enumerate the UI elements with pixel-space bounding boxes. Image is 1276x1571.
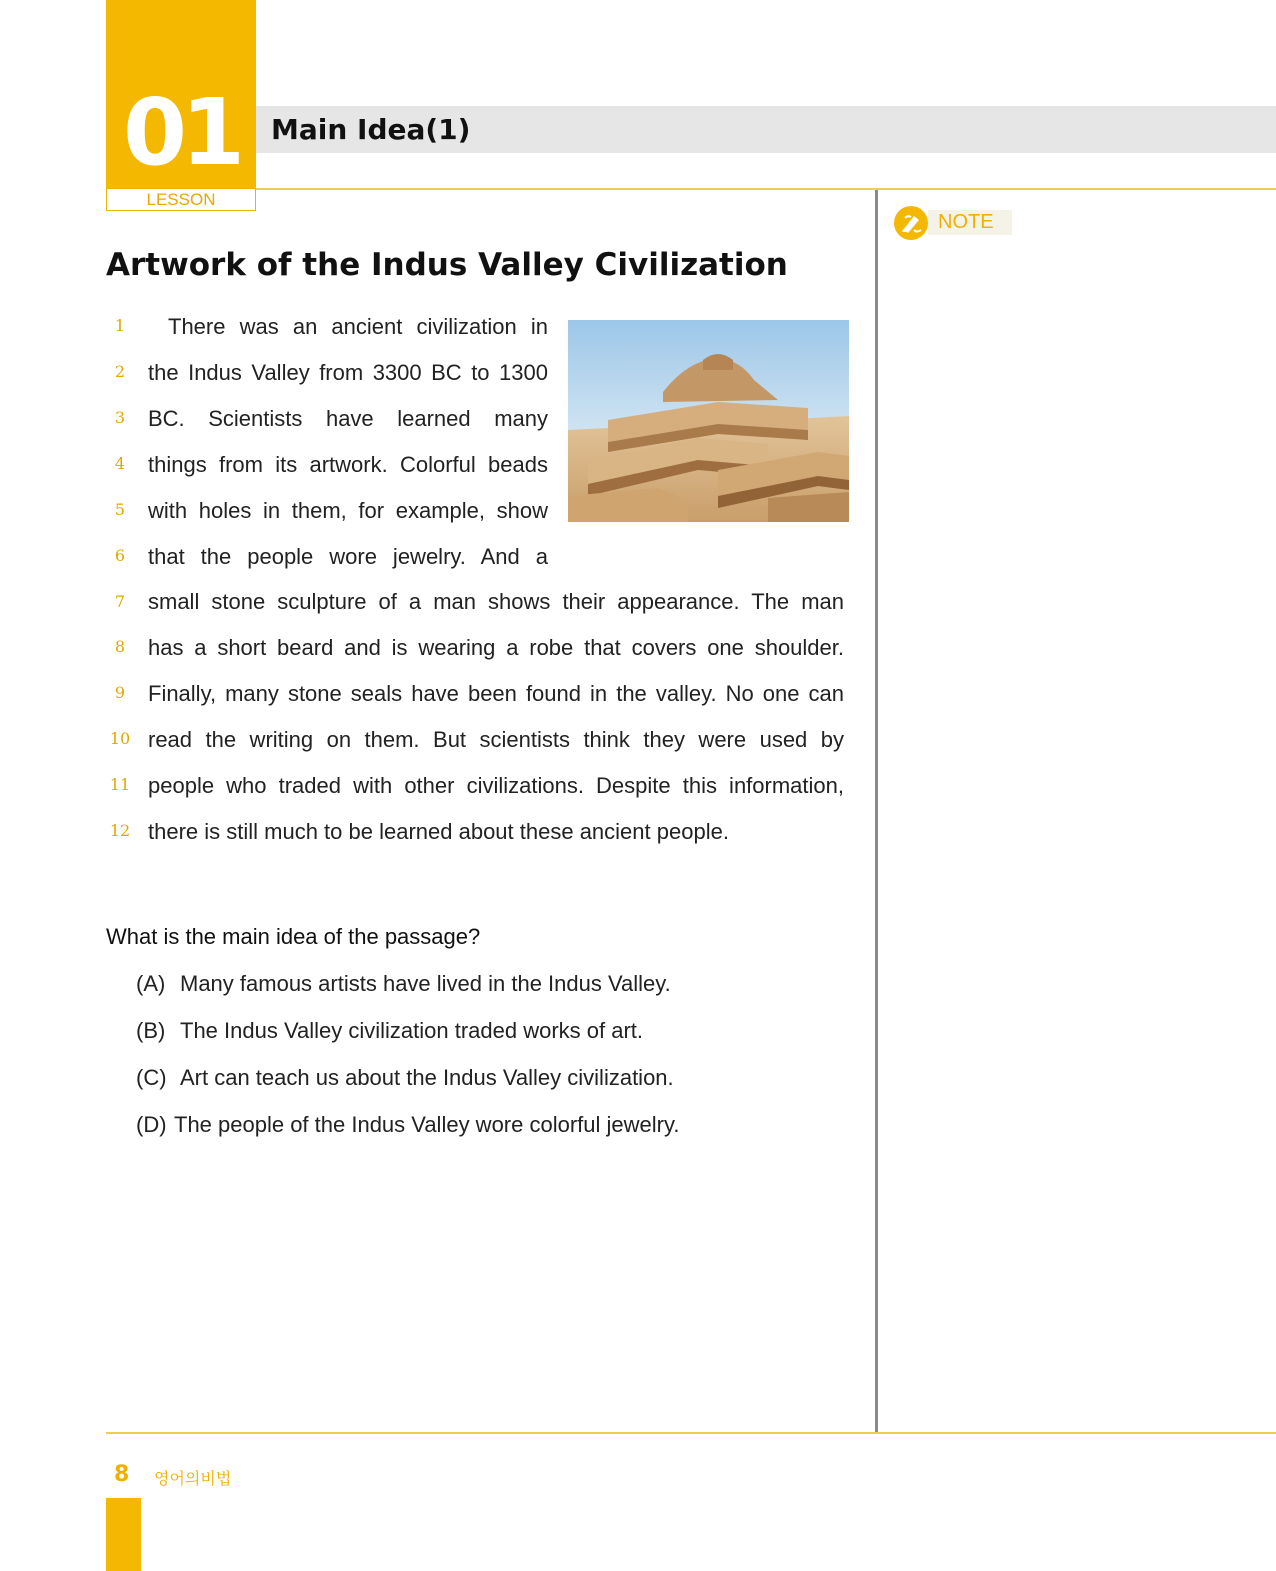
header-divider bbox=[256, 188, 1276, 190]
option-letter: (B) bbox=[136, 1018, 166, 1043]
page-number: 8 bbox=[114, 1462, 130, 1487]
passage-line: has a short beard and is wearing a robe that covers one shoulder. bbox=[148, 635, 844, 660]
footer-divider bbox=[106, 1432, 1276, 1434]
line-number: 10 bbox=[109, 729, 131, 748]
line-number: 12 bbox=[109, 821, 131, 840]
option-text: Art can teach us about the Indus Valley civilization. bbox=[180, 1065, 674, 1090]
passage-line: things from its artwork. Colorful beads bbox=[148, 452, 548, 477]
option-text: The people of the Indus Valley wore colorful jewelry. bbox=[174, 1112, 680, 1137]
passage-line: that the people wore jewelry. And a bbox=[148, 544, 548, 569]
line-number: 9 bbox=[114, 683, 126, 702]
line-number: 4 bbox=[114, 454, 126, 473]
line-number: 11 bbox=[109, 775, 131, 794]
line-number: 1 bbox=[114, 316, 126, 335]
option-text: Many famous artists have lived in the Indus Valley. bbox=[180, 971, 671, 996]
passage-line: small stone sculpture of a man shows their appearance. The man bbox=[148, 589, 844, 614]
answer-option-c[interactable] bbox=[136, 1063, 674, 1093]
note-label: NOTE bbox=[928, 210, 1012, 235]
book-title: 영어의비법 bbox=[154, 1471, 232, 1488]
passage-line: Finally, many stone seals have been found in the valley. No one can bbox=[148, 681, 844, 706]
ruins-photo bbox=[568, 320, 849, 522]
lesson-label: LESSON bbox=[106, 188, 256, 211]
passage-line: There was an ancient civilization in bbox=[168, 314, 548, 339]
answer-option-d[interactable] bbox=[136, 1110, 679, 1140]
line-number: 2 bbox=[114, 362, 126, 381]
passage-title: Artwork of the Indus Valley Civilization bbox=[106, 247, 788, 283]
option-text: The Indus Valley civilization traded works of art. bbox=[180, 1018, 644, 1043]
line-number: 7 bbox=[114, 592, 126, 611]
option-letter: (D) bbox=[136, 1112, 167, 1137]
column-divider bbox=[875, 190, 878, 1433]
option-letter: (C) bbox=[136, 1065, 167, 1090]
answer-option-b[interactable] bbox=[136, 1016, 643, 1046]
passage-line: with holes in them, for example, show bbox=[148, 498, 548, 523]
footer-tab bbox=[106, 1498, 141, 1571]
lesson-number: 01 bbox=[122, 79, 240, 186]
passage-line: there is still much to be learned about these ancient people. bbox=[148, 819, 729, 844]
line-number: 3 bbox=[114, 408, 126, 427]
passage-line: people who traded with other civilizations. Despite this information, bbox=[148, 773, 844, 798]
question-prompt: What is the main idea of the passage? bbox=[106, 924, 481, 949]
passage-line: read the writing on them. But scientists think they were used by bbox=[148, 727, 844, 752]
line-number: 6 bbox=[114, 546, 126, 565]
line-number: 5 bbox=[114, 500, 126, 519]
lesson-title: Main Idea(1) bbox=[271, 113, 471, 146]
pen-hand-icon bbox=[894, 206, 928, 240]
answer-option-a[interactable] bbox=[136, 969, 671, 999]
passage-line: the Indus Valley from 3300 BC to 1300 bbox=[148, 360, 548, 385]
option-letter: (A) bbox=[136, 971, 166, 996]
passage-line: BC. Scientists have learned many bbox=[148, 406, 548, 431]
line-number: 8 bbox=[114, 637, 126, 656]
